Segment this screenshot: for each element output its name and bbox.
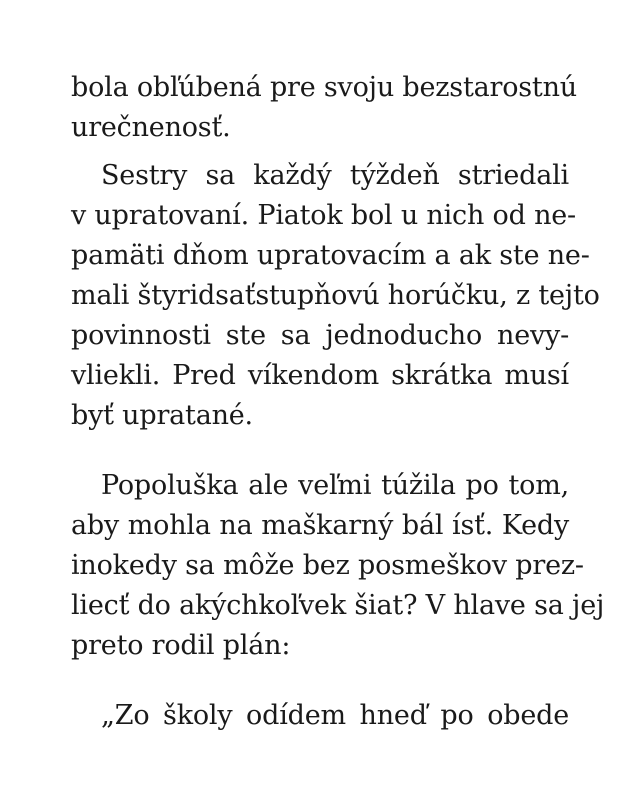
text-line-8: vliekli. Pred víkendom skrátka musí: [71, 360, 569, 391]
text-line-9: byť upratané.: [71, 400, 253, 431]
text-line-13: liecť do akýchkoľvek šiat? V hlave sa jej: [71, 590, 605, 621]
text-line-11: aby mohla na maškarný bál ísť. Kedy: [71, 510, 569, 541]
text-line-4: v upratovaní. Piatok bol u nich od ne-: [71, 200, 576, 231]
text-line-10: Popoluška ale veľmi túžila po tom,: [101, 470, 569, 501]
text-line-6: mali štyridsaťstupňovú horúčku, z tejto: [71, 280, 600, 311]
text-line-14: preto rodil plán:: [71, 630, 291, 661]
text-line-12: inokedy sa môže bez posmeškov prez-: [71, 550, 584, 581]
text-line-3: Sestry sa každý týždeň striedali: [101, 160, 569, 191]
text-line-2: urečnenosť.: [71, 112, 231, 143]
text-line-5: pamäti dňom upratovacím a ak ste ne-: [71, 240, 590, 271]
text-line-15: „Zo školy odídem hneď po obede: [101, 700, 569, 731]
text-line-1: bola obľúbená pre svoju bezstarostnú: [71, 72, 577, 103]
text-line-7: povinnosti ste sa jednoducho nevy-: [71, 320, 569, 351]
